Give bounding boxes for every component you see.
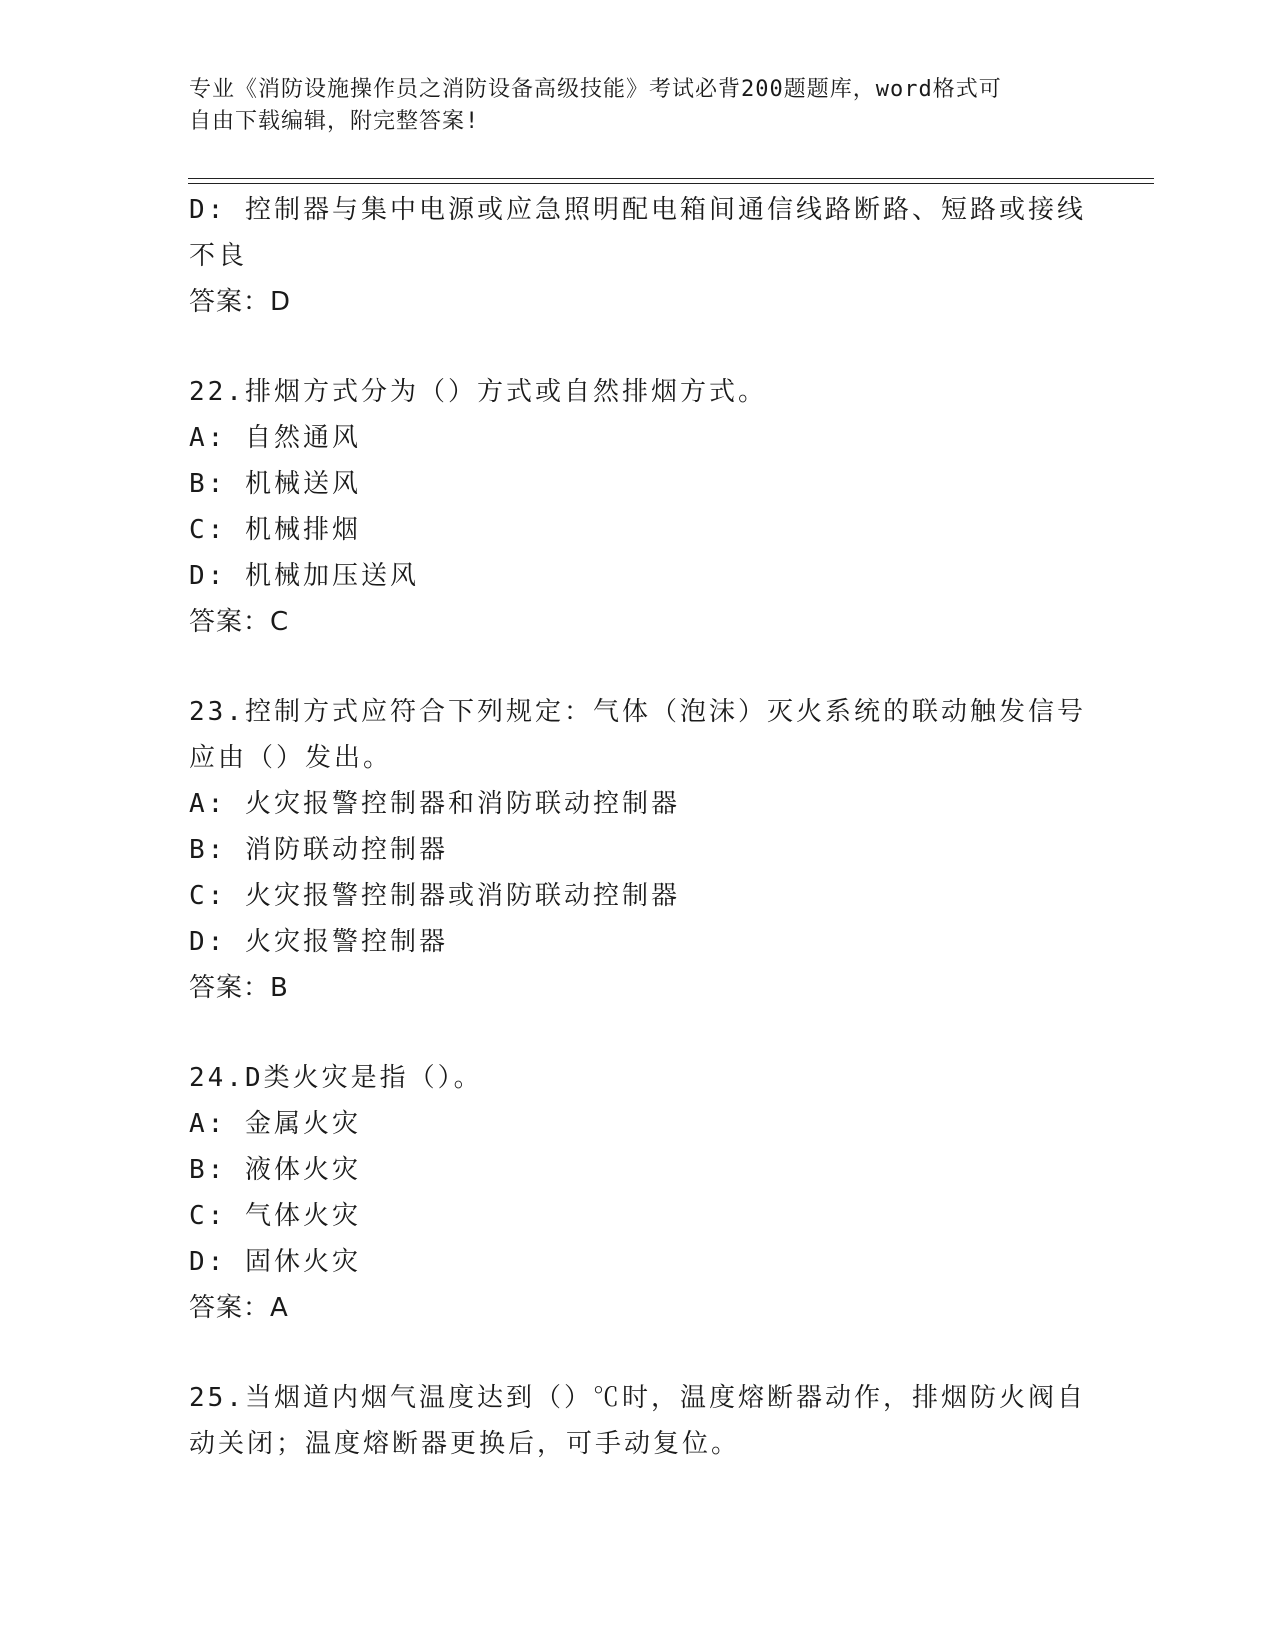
document-body: [189, 187, 1089, 1467]
answer-24: 答案：A: [189, 1293, 289, 1323]
question-22-option-d: D: 机械加压送风: [189, 561, 419, 591]
question-25: [189, 1375, 1089, 1467]
question-24-option-c: C: 气体火灾: [189, 1201, 361, 1231]
option-d-line-1: D: 控制器与集中电源或应急照明配电箱间通信线路断路、短路或接线: [189, 195, 1086, 225]
question-25-stem-line-2: 动关闭；温度熔断器更换后，可手动复位。: [189, 1429, 741, 1459]
question-23-option-c: C: 火灾报警控制器或消防联动控制器: [189, 881, 680, 911]
question-24-option-a: A: 金属火灾: [189, 1109, 361, 1139]
header-line-1: 专业《消防设施操作员之消防设备高级技能》考试必背200题题库，word格式可: [189, 77, 1002, 102]
question-22-option-a: A: 自然通风: [189, 423, 361, 453]
question-24-option-d: D: 固休火灾: [189, 1247, 361, 1277]
question-22-option-b: B: 机械送风: [189, 469, 361, 499]
header-divider-bottom: [188, 183, 1154, 184]
question-23-stem-line-2: 应由（）发出。: [189, 743, 393, 773]
question-23-option-b: B: 消防联动控制器: [189, 835, 448, 865]
question-22-stem: 22.排烟方式分为（）方式或自然排烟方式。: [189, 377, 767, 407]
question-23: [189, 689, 1089, 1011]
option-d-line-2: 不良: [189, 241, 248, 271]
question-24: [189, 1055, 1089, 1331]
question-22: [189, 369, 1089, 645]
question-23-option-a: A: 火灾报警控制器和消防联动控制器: [189, 789, 680, 819]
question-22-option-c: C: 机械排烟: [189, 515, 361, 545]
answer-23: 答案：B: [189, 973, 289, 1003]
answer-22: 答案：C: [189, 607, 290, 637]
question-21-tail: [189, 187, 1089, 325]
document-header: [189, 74, 1089, 138]
question-24-stem: 24.D类火灾是指（）。: [189, 1063, 483, 1093]
header-divider-top: [188, 178, 1154, 179]
question-24-option-b: B: 液体火灾: [189, 1155, 361, 1185]
question-23-stem-line-1: 23.控制方式应符合下列规定：气体（泡沫）灭火系统的联动触发信号: [189, 697, 1086, 727]
question-23-option-d: D: 火灾报警控制器: [189, 927, 448, 957]
header-line-2: 自由下载编辑，附完整答案!: [189, 109, 480, 134]
answer-21: 答案：D: [189, 287, 292, 317]
question-25-stem-line-1: 25.当烟道内烟气温度达到（）℃时，温度熔断器动作，排烟防火阀自: [189, 1383, 1086, 1413]
